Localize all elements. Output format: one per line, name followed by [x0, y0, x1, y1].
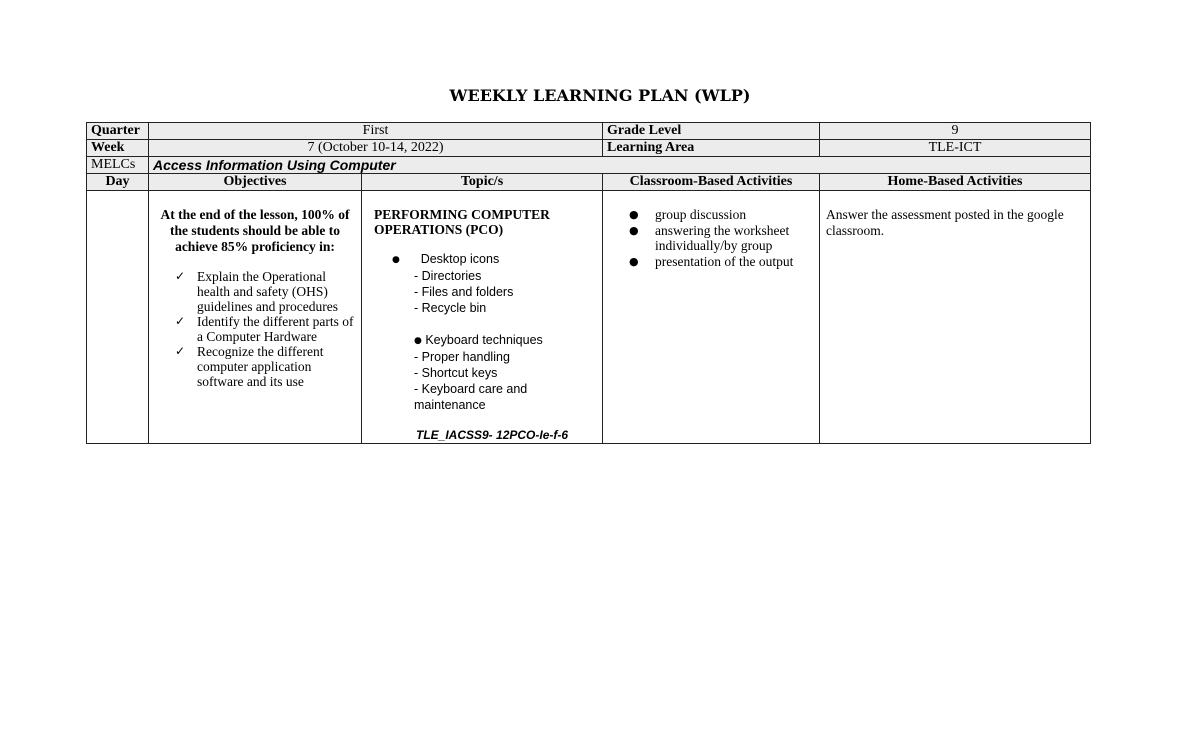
checkmark-icon: ✓: [175, 314, 186, 328]
home-activities-header: Home-Based Activities: [820, 174, 1091, 191]
topic-group-title: Keyboard techniques: [425, 333, 543, 347]
objectives-cell: [149, 191, 362, 444]
learning-area-label: Learning Area: [603, 140, 820, 157]
activity-item: [629, 207, 815, 223]
checkmark-icon: ✓: [175, 269, 186, 283]
bullet-icon: ●: [629, 208, 639, 221]
objectives-header: Objectives: [149, 174, 362, 191]
day-cell: [87, 191, 149, 444]
objective-text: Identify the different parts of a Computer Hardware: [197, 314, 354, 344]
bullet-icon: ●: [392, 255, 400, 265]
learning-area-value: TLE-ICT: [820, 140, 1091, 157]
objectives-intro: At the end of the lesson, 100% of the students should be able to achieve 85% proficiency in:: [160, 207, 350, 254]
topics-cell: [362, 191, 603, 444]
melcs-row: [87, 157, 1091, 174]
objective-text: Recognize the different computer application software and its use: [197, 344, 324, 389]
grade-level-label: Grade Level: [603, 123, 820, 140]
quarter-label: Quarter: [87, 123, 149, 140]
page-title: WEEKLY LEARNING PLAN (WLP): [449, 86, 751, 105]
header-row: [87, 174, 1091, 191]
objective-text: Explain the Operational health and safety (OHS) guidelines and procedures: [197, 269, 338, 314]
week-row: [87, 140, 1091, 157]
topic-group-keyboard: [414, 332, 598, 349]
learning-plan-table: [86, 122, 1091, 444]
day-header: Day: [87, 174, 149, 191]
classroom-activities-header: Classroom-Based Activities: [603, 174, 820, 191]
topic-line: - Shortcut keys: [414, 366, 498, 380]
quarter-value: First: [149, 123, 603, 140]
activity-text: group discussion: [655, 207, 747, 222]
topic-group-title: Desktop icons: [420, 252, 500, 266]
grade-level-value: 9: [820, 123, 1091, 140]
topic-line: - Files and folders: [414, 285, 514, 299]
quarter-row: [87, 123, 1091, 140]
bullet-icon: ●: [629, 254, 639, 268]
activity-item: [629, 222, 815, 254]
topic-line: - Proper handling: [414, 350, 510, 364]
topic-heading: PERFORMING COMPUTER OPERATIONS (PCO): [374, 207, 550, 237]
objective-item: [175, 314, 357, 344]
week-label: Week: [87, 140, 149, 157]
home-activities-cell: [820, 191, 1091, 444]
content-row: [87, 191, 1091, 444]
checkmark-icon: ✓: [175, 344, 186, 358]
bullet-icon: ●: [629, 223, 639, 237]
topic-line: - Recycle bin: [414, 301, 487, 315]
melcs-value: Access Information Using Computer: [149, 157, 1091, 174]
topic-line: - Keyboard care and maintenance: [414, 382, 528, 412]
melcs-label: MELCs: [87, 157, 149, 174]
topic-group-desktop: [392, 251, 598, 268]
bullet-icon: ●: [414, 336, 422, 346]
activity-item: [629, 253, 815, 270]
activity-text: presentation of the output: [655, 253, 794, 269]
week-value: 7 (October 10-14, 2022): [149, 140, 603, 157]
topic-line: - Directories: [414, 269, 482, 283]
objective-item: [175, 344, 357, 389]
topics-header: Topic/s: [362, 174, 603, 191]
home-activity-text: Answer the assessment posted in the google classroom.: [826, 207, 1064, 238]
classroom-activities-cell: [603, 191, 820, 444]
competency-code: TLE_IACSS9- 12PCO-Ie-f-6: [416, 428, 569, 442]
classroom-activities-list: [607, 207, 815, 269]
activity-text: answering the worksheet individually/by group: [655, 222, 790, 253]
objectives-list: [153, 269, 357, 389]
objective-item: [175, 269, 357, 314]
